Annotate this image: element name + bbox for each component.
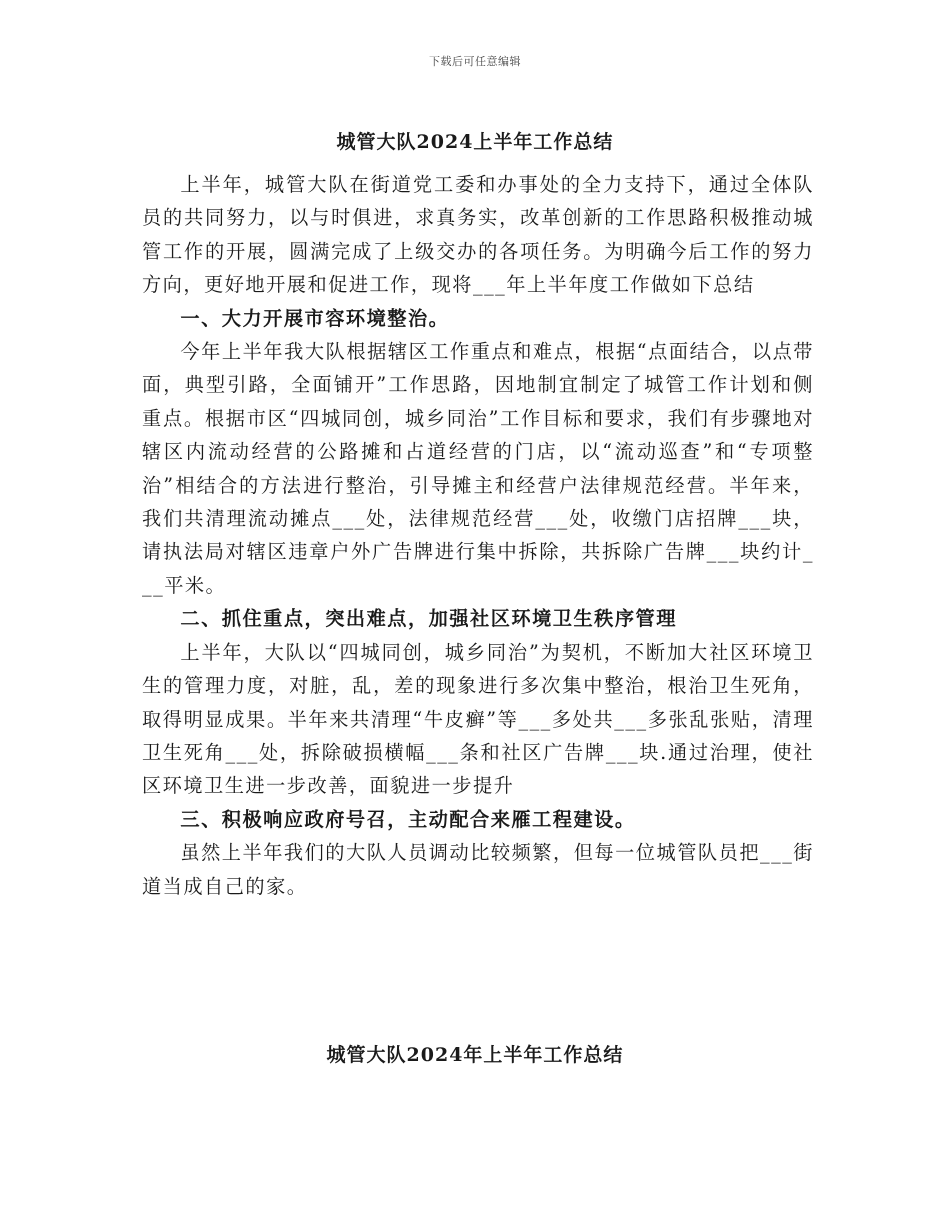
section-paragraph-1: 今年上半年我大队根据辖区工作重点和难点，根据“点面结合，以点带面，典型引路，全面铺开”工作思路，因地制宜制定了城管工作计划和侧重点。根据市区“四城同创，城乡同治”工作目标和要求，我们有步骤地对辖区内流动经营的公路摊和占道经营的门店，以“流动巡查”和“专项整治”相结合的方法进行整治，引导摊主和经营户法律规范经营。半年来，我们共清理流动摊点___处，法律规范经营___处，收缴门店招牌___块，请执法局对辖区违章户外广告牌进行集中拆除，共拆除广告牌___块约计___平米。	[142, 340, 814, 597]
section-heading-2: 二、抓住重点，突出难点，加强社区环境卫生秩序管理	[180, 607, 677, 631]
section-heading-1: 一、大力开展市容环境整治。	[180, 306, 450, 330]
section-paragraph-3: 虽然上半年我们的大队人员调动比较频繁，但每一位城管队员把___街道当成自己的家。	[142, 841, 814, 898]
header-note: 下载后可任意编辑	[429, 55, 521, 68]
document-title: 城管大队2024上半年工作总结	[336, 131, 614, 153]
section-paragraph-2: 上半年，大队以“四城同创，城乡同治”为契机，不断加大社区环境卫生的管理力度，对脏，乱，差的现象进行多次集中整治，根治卫生死角，取得明显成果。半年来共清理“牛皮癣”等___多处共___多张乱张贴，清理卫生死角___处，拆除破损横幅___条和社区广告牌___块.通过治理，使社区环境卫生进一步改善，面貌进一步提升	[142, 640, 814, 798]
intro-paragraph: 上半年，城管大队在街道党工委和办事处的全力支持下，通过全体队员的共同努力，以与时俱进，求真务实，改革创新的工作思路积极推动城管工作的开展，圆满完成了上级交办的各项任务。为明确今后工作的努力方向，更好地开展和促进工作，现将___年上半年度工作做如下总结	[142, 173, 814, 297]
section-heading-3: 三、积极响应政府号召，主动配合来雁工程建设。	[180, 807, 636, 831]
document-body	[142, 168, 814, 903]
second-document-title: 城管大队2024年上半年工作总结	[326, 1044, 624, 1066]
